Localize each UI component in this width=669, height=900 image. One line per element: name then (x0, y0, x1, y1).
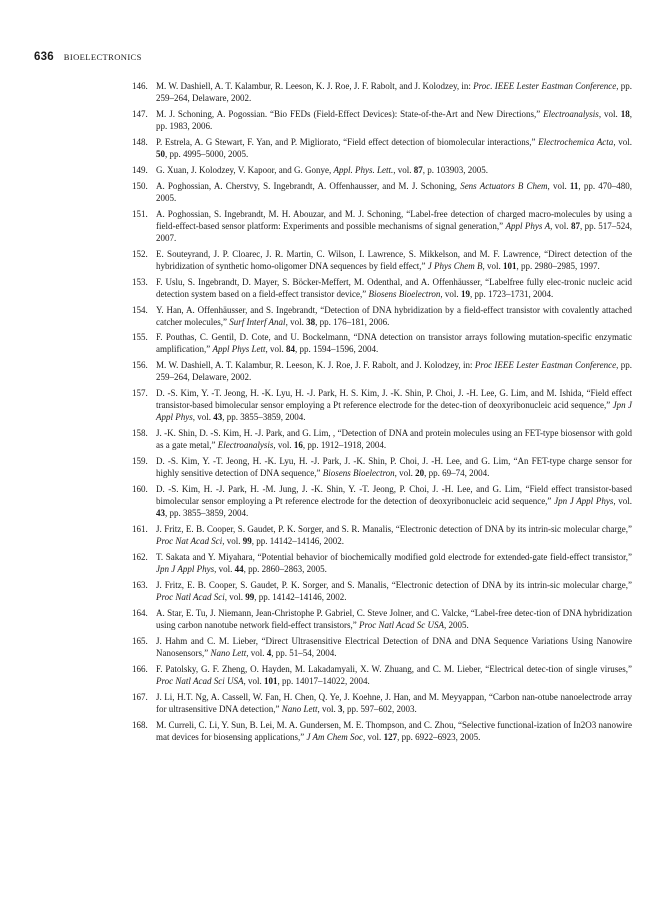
reference-segment: M. Curreli, C. Li, Y. Sun, B. Lei, M. A. Gundersen, M. E. Thompson, and C. Zhou, “Selective functional-ization of In2O3 nanowire mat devices for biosensing applications,” (156, 719, 632, 742)
reference-volume: 19 (460, 288, 470, 299)
reference-segment: M. W. Dashiell, A. T. Kalambur, R. Leeson, K. J. Roe, J. F. Rabolt, and J. Kolodzey, in: (156, 360, 475, 371)
reference-text (156, 109, 632, 131)
reference-segment: M. W. Dashiell, A. T. Kalambur, R. Leeson, K. J. Roe, J. F. Rabolt, and J. Kolodzey, in: (156, 81, 474, 91)
reference-source: Sens Actuators B Chem (460, 180, 548, 191)
reference-item (132, 208, 632, 244)
running-head: BIOELECTRONICS (63, 52, 142, 62)
reference-source: Appl Phys Lett (212, 344, 266, 355)
reference-segment: , pp. 517–524, 2007. (156, 220, 633, 243)
reference-segment: , pp. 14017–14022, 2004. (277, 675, 370, 686)
reference-segment: , vol. (440, 288, 461, 299)
reference-number: 163. (132, 580, 148, 591)
reference-source: Jpn J Appl Phys (554, 496, 614, 507)
reference-item (132, 136, 632, 160)
reference-number: 168. (132, 719, 148, 730)
reference-segment: , pp. 3855–3859, 2004. (222, 412, 306, 423)
reference-number: 164. (132, 607, 148, 618)
reference-number: 160. (132, 484, 148, 495)
reference-text (156, 165, 488, 175)
reference-segment: , vol. (246, 647, 267, 658)
reference-segment: , p. 103903, 2005. (422, 164, 488, 175)
reference-text (156, 249, 632, 271)
reference-segment: M. J. Schoning, A. Pogossian. “Bio FEDs (Field-Effect Devices): State-of-the-Art and New Directions,” (156, 108, 544, 119)
reference-item (132, 248, 632, 272)
reference-segment: , pp. 1723–1731, 2004. (469, 288, 554, 299)
reference-segment: , vol. (393, 164, 414, 175)
reference-number: 146. (132, 81, 148, 91)
reference-segment: , vol. (547, 180, 570, 191)
reference-segment: , vol. (192, 412, 214, 423)
reference-item (132, 483, 632, 519)
reference-segment: J. Hahm and C. M. Lieber, “Direct Ultrasensitive Electrical Detection of DNA and DNA Sequence Variations Using Nanowire Nanosensors,” (156, 635, 632, 658)
reference-segment: F. Pouthas, C. Gentil, D. Cote, and U. Bockelmann, “DNA detection on transistor arrays following mutation-specific enzymatic amplification,” (156, 332, 632, 355)
reference-text (156, 456, 632, 478)
reference-source: Proc IEEE Lester Eastman Conference (474, 360, 617, 371)
reference-segment: , vol. (613, 136, 632, 147)
reference-volume: 84 (286, 344, 295, 355)
reference-segment: , pp. 1912–1918, 2004. (302, 440, 387, 451)
reference-segment: , vol. (273, 440, 294, 451)
reference-text (156, 81, 632, 103)
reference-item (132, 387, 632, 423)
reference-text (156, 209, 632, 243)
reference-source: Proc Natl Acad Sc USA (359, 620, 445, 631)
reference-number: 153. (132, 276, 148, 287)
reference-source: Proc Nat Acad Sci (156, 536, 223, 547)
reference-number: 151. (132, 208, 148, 219)
reference-segment: , pp. 51–54, 2004. (271, 647, 337, 658)
reference-text (156, 137, 632, 159)
reference-volume: 18 (620, 108, 630, 119)
reference-item (132, 276, 632, 300)
reference-volume: 20 (415, 468, 425, 479)
reference-segment: A. Poghossian, S. Ingebrandt, M. H. Abouzar, and M. J. Schoning, “Label-free detection of charged macro-molecules by using a field-effect-based sensor platform: Experiments and possible mechanisms of signal generation,” (156, 208, 632, 231)
reference-volume: 87 (570, 220, 580, 231)
reference-segment: , 2005. (444, 620, 469, 631)
reference-segment: , pp. 2860–2863, 2005. (243, 564, 327, 575)
reference-segment: , pp. 259–264, Delaware, 2002. (156, 81, 632, 104)
reference-segment: , pp. 3855–3859, 2004. (165, 508, 249, 519)
reference-segment: , vol. (363, 731, 384, 742)
reference-volume: 3 (338, 703, 343, 714)
reference-source: Appl. Phys. Lett. (333, 164, 394, 175)
reference-text (156, 360, 632, 382)
reference-segment: , pp. 597–602, 2003. (342, 703, 417, 714)
reference-item (132, 691, 632, 715)
reference-segment: D. -S. Kim, Y. -T. Jeong, H. -K. Lyu, H. -J. Park, J. -K. Shin, P. Choi, J. -H. Lee, and G. Lim, “An FET-type charge sensor for highly sensitive detection of DNA sequence,” (156, 456, 632, 479)
reference-item (132, 455, 632, 479)
reference-source: Jpn J Appl Phys (156, 564, 215, 575)
reference-source: J Am Chem Soc (306, 731, 364, 742)
reference-volume: 43 (156, 508, 165, 519)
reference-segment: , pp. 69–74, 2004. (424, 468, 490, 479)
reference-segment: D. -S. Kim, H. -J. Park, H. -M. Jung, J. -K. Shin, Y. -T. Jeong, P. Choi, J. -H. Lee, and G. Lim, “Field effect transistor-based bimolecular sensor employing a Pt reference electrode for the detection of deoxyribonucleic acid sequence,” (156, 484, 632, 507)
reference-number: 162. (132, 552, 148, 563)
reference-segment: , vol. (317, 703, 338, 714)
reference-source: Nano Lett (281, 703, 318, 714)
reference-number: 152. (132, 248, 148, 259)
reference-text (156, 664, 632, 686)
reference-source: Electroanalysis (543, 108, 599, 119)
reference-segment: J. -K. Shin, D. -S. Kim, H. -J. Park, and G. Lim, , “Detection of DNA and protein molecules using an FET-type biosensor with gold as a gate metal,” (156, 428, 632, 451)
reference-segment: , pp. 259–264, Delaware, 2002. (156, 360, 632, 383)
reference-volume: 87 (413, 164, 423, 175)
reference-segment: , vol. (265, 344, 286, 355)
reference-segment: E. Souteyrand, J. P. Cloarec, J. R. Martin, C. Wilson, I. Lawrence, S. Mikkelson, and M. F. Lawrence, “Direct detection of the hybridization of synthetic homo-oligomer DNA sequences by field effect,” (156, 248, 632, 271)
reference-item (132, 523, 632, 547)
reference-item (132, 359, 632, 383)
reference-segment: Y. Han, A. Offenhäusser, and S. Ingebrandt, “Detection of DNA hybridization by a field-effect transistor with covalently attached catcher molecules,” (156, 304, 632, 327)
reference-segment: P. Estrela, A. G Stewart, F. Yan, and P. Migliorato, “Field effect detection of biomolecular interactions,” (156, 136, 539, 147)
reference-volume: 50 (156, 148, 165, 159)
reference-source: Electrochemica Acta (538, 136, 614, 147)
reference-volume: 101 (503, 260, 517, 271)
reference-number: 167. (132, 691, 148, 702)
reference-text (156, 524, 632, 546)
reference-volume: 99 (245, 592, 255, 603)
reference-text (156, 580, 632, 602)
page-header (34, 47, 634, 61)
reference-segment: , pp. 470–480, 2005. (156, 180, 632, 203)
page-number: 636 (34, 51, 54, 63)
reference-text (156, 388, 632, 422)
reference-item (132, 607, 632, 631)
reference-segment: , vol. (613, 496, 632, 507)
reference-segment: G. Xuan, J. Kolodzey, V. Kapoor, and G. Gonye, (156, 164, 334, 175)
reference-segment: T. Sakata and Y. Miyahara, “Potential behavior of biochemically modified gold electrode for extended-gate field-effect transistor,” (156, 552, 632, 563)
reference-segment: , pp. 176–181, 2006. (315, 316, 390, 327)
reference-item (132, 719, 632, 743)
reference-source: Appl Phys A (505, 220, 551, 231)
reference-number: 165. (132, 635, 148, 646)
reference-number: 161. (132, 524, 148, 535)
reference-segment: , vol. (394, 468, 416, 479)
reference-item (132, 164, 632, 176)
reference-segment: F. Patolsky, G. F. Zheng, O. Hayden, M. Lakadamyali, X. W. Zhuang, and C. M. Lieber, “Electrical detec-tion of single viruses,” (156, 663, 632, 674)
reference-segment: J. Li, H.T. Ng, A. Cassell, W. Fan, H. Chen, Q. Ye, J. Koehne, J. Han, and M. Meyyappan, “Carbon nan-otube nanoelectrode array for ultrasensitive DNA detection,” (156, 691, 632, 714)
reference-volume: 11 (569, 180, 579, 191)
reference-item (132, 579, 632, 603)
reference-text (156, 636, 632, 658)
reference-number: 158. (132, 428, 148, 439)
reference-number: 156. (132, 360, 148, 371)
reference-segment: , pp. 2980–2985, 1997. (516, 260, 600, 271)
reference-source: Biosens Bioelectron (368, 288, 441, 299)
reference-segment: A. Star, E. Tu, J. Niemann, Jean-Christophe P. Gabriel, C. Steve Jolner, and C. Valcke, “Label-free detec-tion of DNA hybridization using carbon nanotube network field-effect transistors,” (156, 607, 632, 631)
reference-text (156, 720, 632, 742)
reference-segment: D. -S. Kim, Y. -T. Jeong, H. -K. Lyu, H. -J. Park, H. S. Kim, J. -K. Shin, P. Choi, J. -H. Lee, G. Lim, and M. Ishida, “Field effect transistor-based bimolecular sensor employing a Pt reference electrode for the detec-tion of deoxyribonucleic acid sequence,” (156, 388, 632, 411)
reference-segment: , pp. 1594–1596, 2004. (295, 344, 379, 355)
reference-volume: 4 (266, 647, 272, 658)
reference-list (132, 80, 632, 747)
reference-text (156, 181, 632, 203)
reference-source: Surf Interf Anal (229, 316, 286, 327)
reference-text (156, 277, 632, 299)
reference-item (132, 80, 632, 104)
reference-text (156, 608, 632, 630)
reference-number: 155. (132, 332, 148, 343)
reference-number: 149. (132, 164, 148, 175)
reference-volume: 44 (234, 564, 244, 575)
reference-text (156, 428, 632, 450)
reference-segment: , pp. 4995–5000, 2005. (165, 148, 249, 159)
reference-volume: 43 (213, 412, 223, 423)
reference-number: 150. (132, 180, 148, 191)
reference-segment: , pp. 14142–14146, 2002. (254, 592, 347, 603)
reference-text (156, 305, 632, 327)
reference-number: 154. (132, 304, 148, 315)
reference-item (132, 108, 632, 132)
reference-segment: J. Fritz, E. B. Cooper, S. Gaudet, P. K. Sorger, and S. R. Manalis, “Electronic detection of DNA by its intrin-sic molecular charge,” (156, 524, 632, 535)
reference-volume: 127 (383, 731, 398, 742)
reference-segment: , vol. (482, 260, 504, 271)
reference-volume: 99 (242, 536, 252, 547)
reference-source: Proc. IEEE Lester Eastman Conference (473, 81, 617, 91)
reference-segment: , vol. (224, 592, 246, 603)
reference-item (132, 635, 632, 659)
reference-segment: , vol. (598, 108, 621, 119)
reference-text (156, 332, 632, 354)
reference-item (132, 663, 632, 687)
reference-segment: , pp. 14142–14146, 2002. (251, 536, 345, 547)
reference-segment: , pp. 6922–6923, 2005. (397, 731, 481, 742)
reference-segment: , vol. (550, 220, 571, 231)
reference-volume: 38 (306, 316, 316, 327)
reference-text (156, 552, 632, 574)
reference-item (132, 304, 632, 328)
reference-source: Proc Natl Acad Sci USA (156, 675, 244, 686)
reference-segment: , vol. (214, 564, 235, 575)
reference-source: Electroanalysis (217, 440, 274, 451)
reference-item (132, 331, 632, 355)
reference-item (132, 427, 632, 451)
reference-number: 157. (132, 388, 148, 399)
reference-number: 148. (132, 136, 148, 147)
reference-source: Biosens Bioelectron (322, 468, 395, 479)
reference-source: Proc Natl Acad Sci (156, 592, 225, 603)
reference-volume: 16 (293, 440, 303, 451)
reference-volume: 101 (264, 675, 278, 686)
reference-number: 166. (132, 663, 148, 674)
reference-item (132, 180, 632, 204)
reference-source: Nano Lett (210, 647, 247, 658)
reference-segment: F. Uslu, S. Ingebrandt, D. Mayer, S. Böcker-Meffert, M. Odenthal, and A. Offenhäusser, “Labelfree fully elec-tronic nucleic acid detection system based on a field-effect transistor device,” (156, 276, 632, 299)
reference-segment: , vol. (222, 536, 243, 547)
reference-item (132, 551, 632, 575)
reference-segment: J. Fritz, E. B. Cooper, S. Gaudet, P. K. Sorger, and S. Manalis, “Electronic detection of DNA by its intrin-sic molecular charge,” (156, 580, 632, 591)
reference-source: J Phys Chem B (427, 260, 483, 271)
reference-text (156, 484, 632, 518)
reference-segment: , vol. (285, 316, 307, 327)
reference-text (156, 692, 632, 714)
reference-source: Jpn J Appl Phys (156, 400, 632, 423)
reference-number: 159. (132, 456, 148, 467)
reference-number: 147. (132, 108, 148, 119)
reference-segment: A. Poghossian, A. Cherstvy, S. Ingebrandt, A. Offenhausser, and M. J. Schoning, (156, 180, 461, 191)
reference-segment: , pp. 1983, 2006. (156, 108, 632, 131)
reference-segment: , vol. (243, 675, 265, 686)
